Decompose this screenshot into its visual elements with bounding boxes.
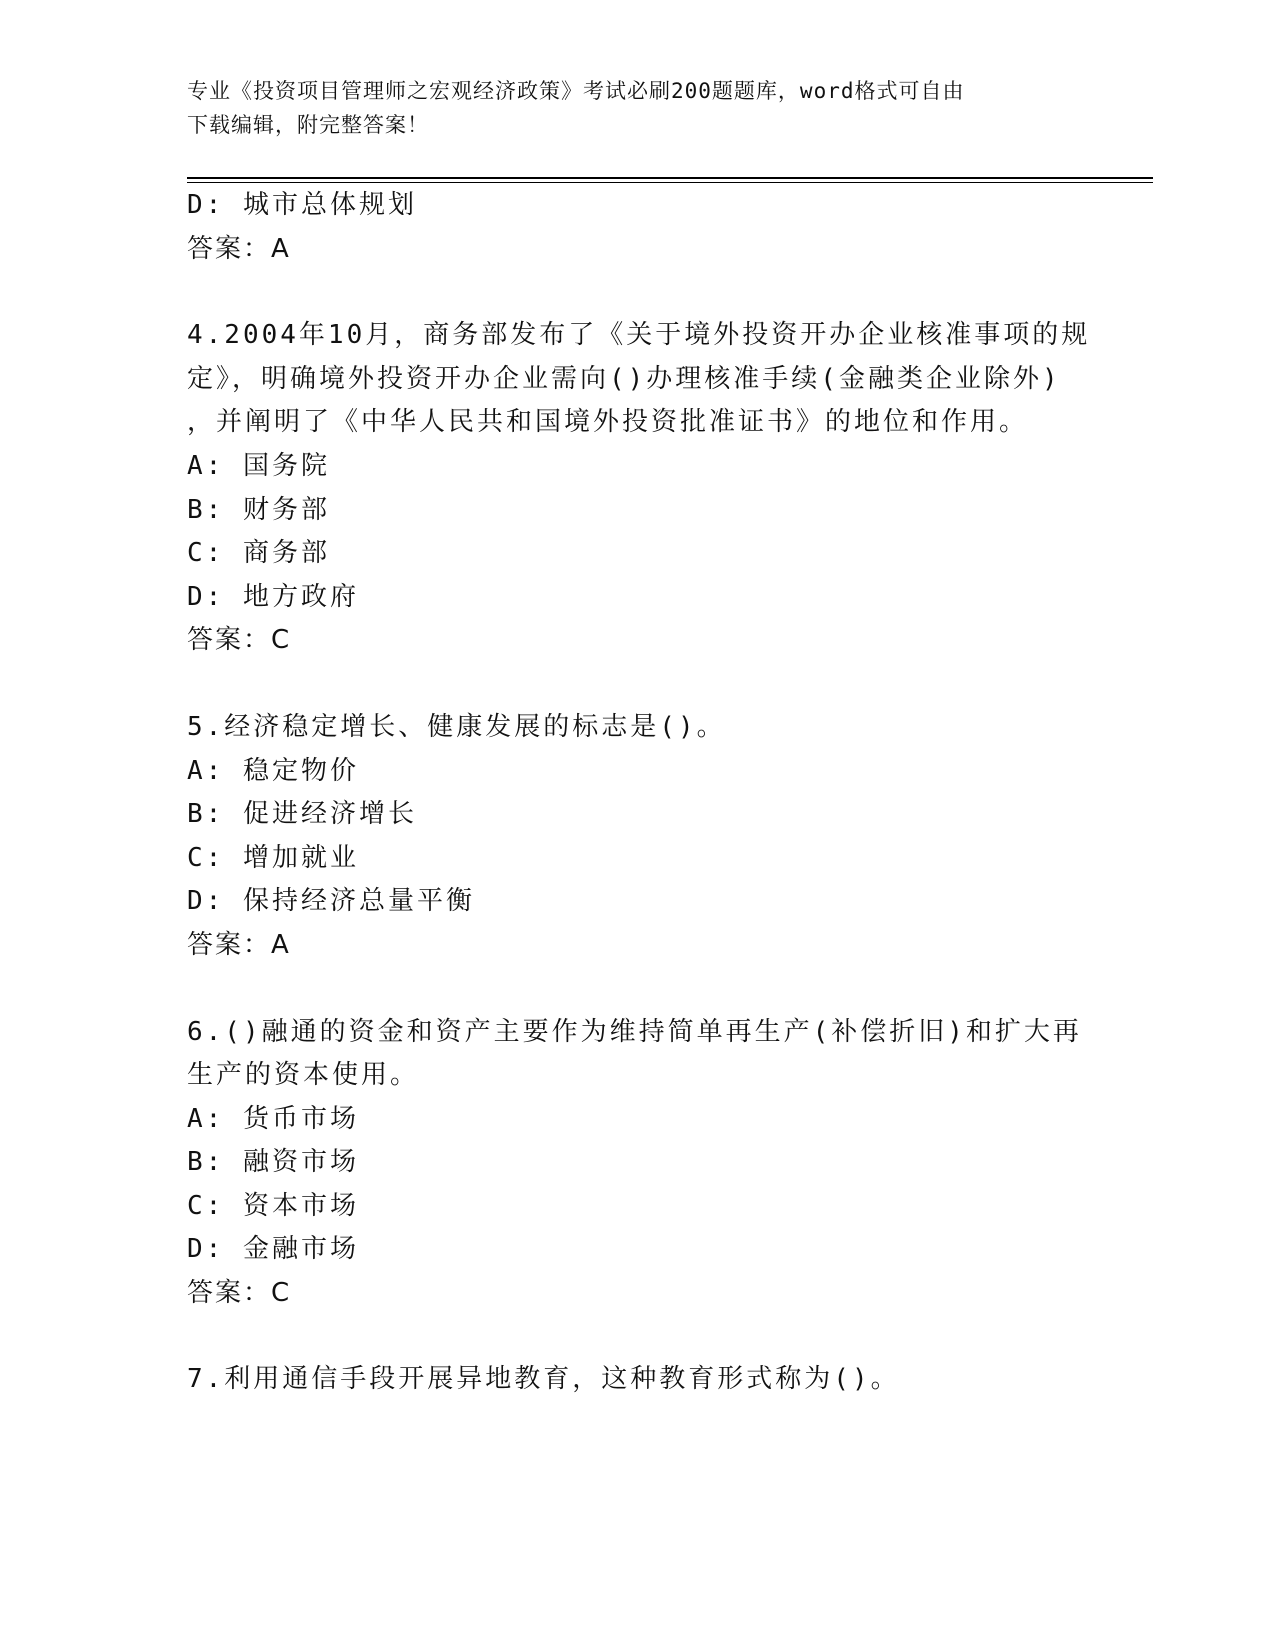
q6-answer: 答案：C [187, 1278, 292, 1308]
q5-option-b: B: 促进经济增长 [187, 799, 417, 829]
q5-option-a: A: 稳定物价 [187, 756, 359, 786]
q4-answer: 答案：C [187, 625, 292, 655]
q4-option-c: C: 商务部 [187, 538, 330, 568]
header-line-1: 专业《投资项目管理师之宏观经济政策》考试必刷200题题库，word格式可自由 [187, 79, 965, 103]
q6-option-b: B: 融资市场 [187, 1147, 359, 1177]
header-line-2: 下载编辑，附完整答案！ [187, 113, 429, 137]
q6-option-d: D: 金融市场 [187, 1234, 359, 1264]
q4-stem-line-1: 4.2004年10月，商务部发布了《关于境外投资开办企业核准事项的规 [187, 320, 1091, 350]
q6-option-a: A: 货币市场 [187, 1104, 359, 1134]
q7-stem-line-1: 7.利用通信手段开展异地教育，这种教育形式称为()。 [187, 1364, 900, 1394]
document-header [187, 74, 1067, 142]
q4-option-a: A: 国务院 [187, 451, 330, 481]
q3-option-d: D: 城市总体规划 [187, 190, 417, 220]
q3-answer: 答案：A [187, 234, 291, 264]
q5-answer: 答案：A [187, 930, 291, 960]
q5-stem-line-1: 5.经济稳定增长、健康发展的标志是()。 [187, 712, 726, 742]
q4-stem-line-3: ，并阐明了《中华人民共和国境外投资批准证书》的地位和作用。 [187, 407, 1029, 437]
header-rule-thin [187, 182, 1153, 183]
q4-option-b: B: 财务部 [187, 495, 330, 525]
header-rule-thick [187, 177, 1153, 179]
q6-stem-line-1: 6.()融通的资金和资产主要作为维持简单再生产(补偿折旧)和扩大再 [187, 1017, 1082, 1047]
q6-stem-line-2: 生产的资本使用。 [187, 1060, 420, 1090]
q4-option-d: D: 地方政府 [187, 582, 359, 612]
q5-option-d: D: 保持经济总量平衡 [187, 886, 475, 916]
q6-option-c: C: 资本市场 [187, 1191, 359, 1221]
q5-option-c: C: 增加就业 [187, 843, 359, 873]
q4-stem-line-2: 定》，明确境外投资开办企业需向()办理核准手续(金融类企业除外) [187, 364, 1061, 394]
